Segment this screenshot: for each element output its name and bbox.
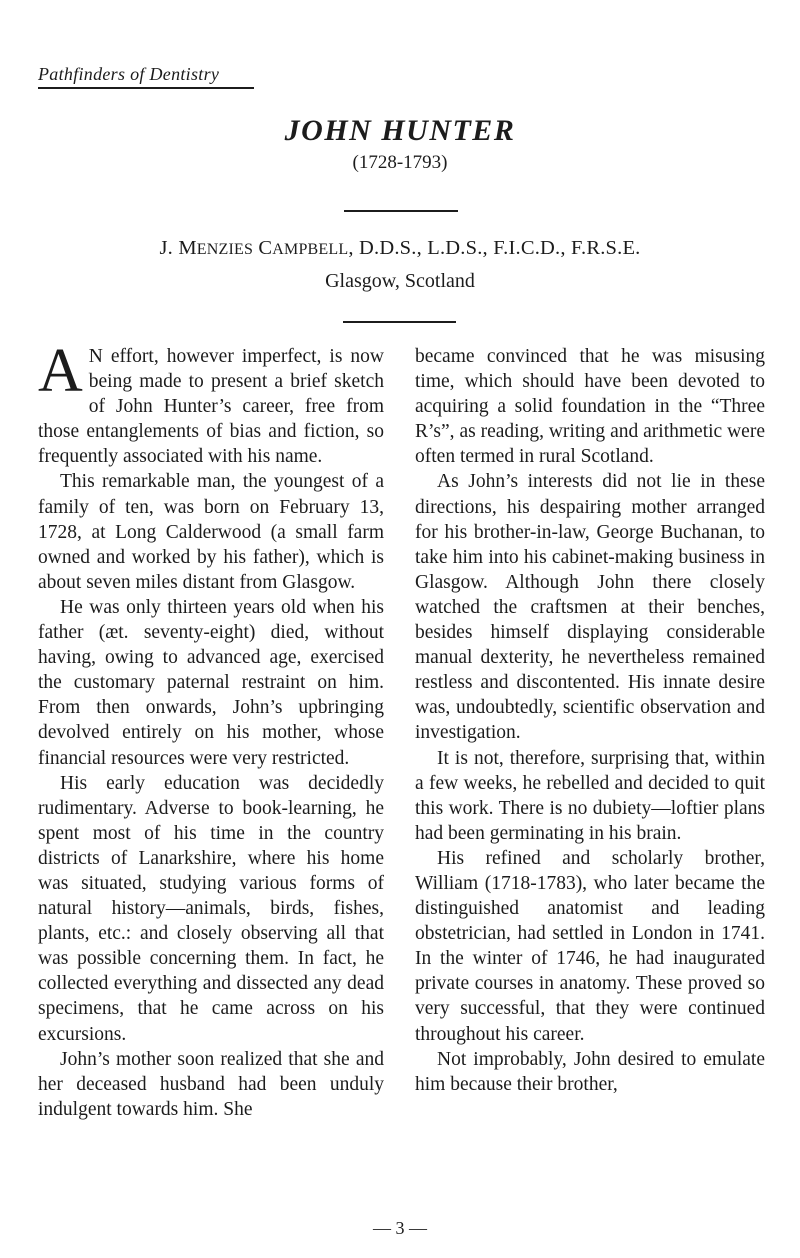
paragraph-7: As John’s interests did not lie in these directions, his despairing mother arranged for his brother-in-law, George Buchanan, to take him into his cabinet-making business in Glasgow. Although John there closely watched the craftsmen at their benches, besides himself displaying considerable manual dexterity, he nevertheless remained restless and discontented. His innate desire was, undoubtedly, scientific observation and investigation. [415,471,765,744]
paragraph-2: This remarkable man, the youngest of a family of ten, was born on February 13, 1728, at Long Calderwood (a small farm owned and worked by his father), which is about seven miles distant from Glasgow. [38,471,384,593]
paragraph-1: A N effort, however imperfect, is now being made to present a brief sketch of John Hunter’s career, free from those entanglements of bias and fiction, so frequently associated with his name. [38,337,384,468]
paragraph-8: It is not, therefore, surprising that, within a few weeks, he rebelled and decided to quit this work. There is no dubiety—loftier plans had been germinating in his brain. [415,747,765,844]
author-byline: J. MENZIES CAMPBELL, D.D.S., L.D.S., F.I.C.D., F.R.S.E. [159,237,641,259]
paragraph-9: His refined and scholarly brother, William (1718-1783), who later became the distinguished anatomist and leading obstetrician, had settled in London in 1741. In the winter of 1746, he had inaugurated private courses in anatomy. These proved so very successful, that they were continued throughout his career. [415,847,765,1045]
author-location: Glasgow, Scotland [325,270,475,292]
left-column [38,337,384,1122]
byline-divider [343,321,456,323]
paragraph-3: He was only thirteen years old when his father (æt. seventy-eight) died, without having, owing to advanced age, exercised the customary paternal restraint on him. From then onwards, John’s upbringing devolved entirely on his mother, whose financial resources were very restricted. [38,596,384,769]
title-divider [344,210,458,212]
right-column [415,344,765,1097]
article-dates: (1728-1793) [352,152,448,173]
paragraph-5: John’s mother soon realized that she and her deceased husband had been unduly indulgent towards him. She [38,1048,384,1120]
page-number: — 3 — [373,1218,427,1238]
article-title: JOHN HUNTER [284,114,516,147]
paragraph-4: His early education was decidedly rudimentary. Adverse to book-learning, he spent most of his time in the country districts of Lanarkshire, where his home was situated, studying various forms of natural history—animals, birds, fishes, plants, etc.: and closely observing all that was possible concerning them. In fact, he collected everything and dissected any dead specimens, that he came across on his excursions. [38,772,384,1045]
series-title: Pathfinders of Dentistry [38,64,254,89]
paragraph-6: became convinced that he was misusing time, which should have been devoted to acquiring a solid foundation in the “Three R’s”, as reading, writing and arithmetic were often termed in rural Scotland. [415,346,765,468]
drop-cap: A [38,337,83,405]
paragraph-10: Not improbably, John desired to emulate him because their brother, [415,1048,765,1095]
